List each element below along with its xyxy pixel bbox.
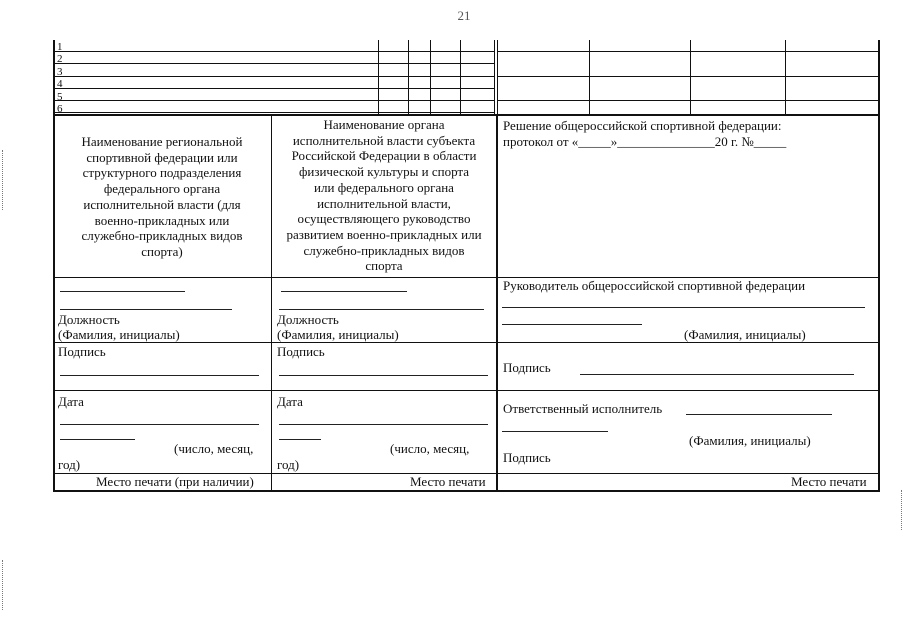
table-bottom-border <box>53 490 880 492</box>
name-initials-label: (Фамилия, инициалы) <box>689 433 811 448</box>
signature-label: Подпись <box>503 450 551 465</box>
executive-authority-header: Наименование органа исполнительной власти субъекта Российской Федерации в области физической культуры и спорта или федерального органа исполнительной власти, осуществляющего руководство развитием военно-прикладных или служебно-прикладных видов спорта <box>286 117 482 274</box>
table-right-border <box>878 40 880 492</box>
scan-margin-mark <box>2 150 3 210</box>
name-initials-label: (Фамилия, инициалы) <box>684 327 806 342</box>
responsible-executor-label: Ответственный исполнитель <box>503 401 663 416</box>
page-number: 21 <box>457 8 471 23</box>
signature-label: Подпись <box>277 344 325 359</box>
position-label: Должность <box>58 312 120 327</box>
table-left-border <box>53 40 55 492</box>
row-number: 3 <box>57 66 63 78</box>
row-number: 2 <box>57 53 63 65</box>
year-label: год) <box>58 457 81 472</box>
stamp-label: Место печати <box>791 474 867 489</box>
stamp-optional-label: Место печати (при наличии) <box>96 474 254 489</box>
row-number: 1 <box>57 41 63 53</box>
name-initials-label: (Фамилия, инициалы) <box>277 327 399 342</box>
name-initials-label: (Фамилия, инициалы) <box>58 327 180 342</box>
scan-margin-mark <box>2 560 3 610</box>
stamp-label: Место печати <box>410 474 486 489</box>
signature-label: Подпись <box>503 360 551 375</box>
row-number: 4 <box>57 78 63 90</box>
signature-label: Подпись <box>58 344 106 359</box>
protocol-line: протокол от «_____»_______________20 г. №_____ <box>503 134 787 149</box>
date-hint: (число, месяц, <box>390 441 470 456</box>
date-label: Дата <box>277 394 303 409</box>
federation-head-label: Руководитель общероссийской спортивной федерации <box>503 278 806 293</box>
row-number: 6 <box>57 103 63 115</box>
scan-margin-mark <box>901 490 902 530</box>
table-top-border <box>53 114 880 116</box>
row-number: 5 <box>57 91 63 103</box>
date-hint: (число, месяц, <box>174 441 254 456</box>
year-label: год) <box>277 457 300 472</box>
federation-decision-title: Решение общероссийской спортивной федерации: <box>503 118 782 133</box>
date-label: Дата <box>58 394 84 409</box>
position-label: Должность <box>277 312 339 327</box>
regional-federation-header: Наименование региональной спортивной федерации или структурного подразделения федерального органа исполнительной власти (для военно-прикладных или служебно-прикладных видов спорта) <box>81 134 243 259</box>
